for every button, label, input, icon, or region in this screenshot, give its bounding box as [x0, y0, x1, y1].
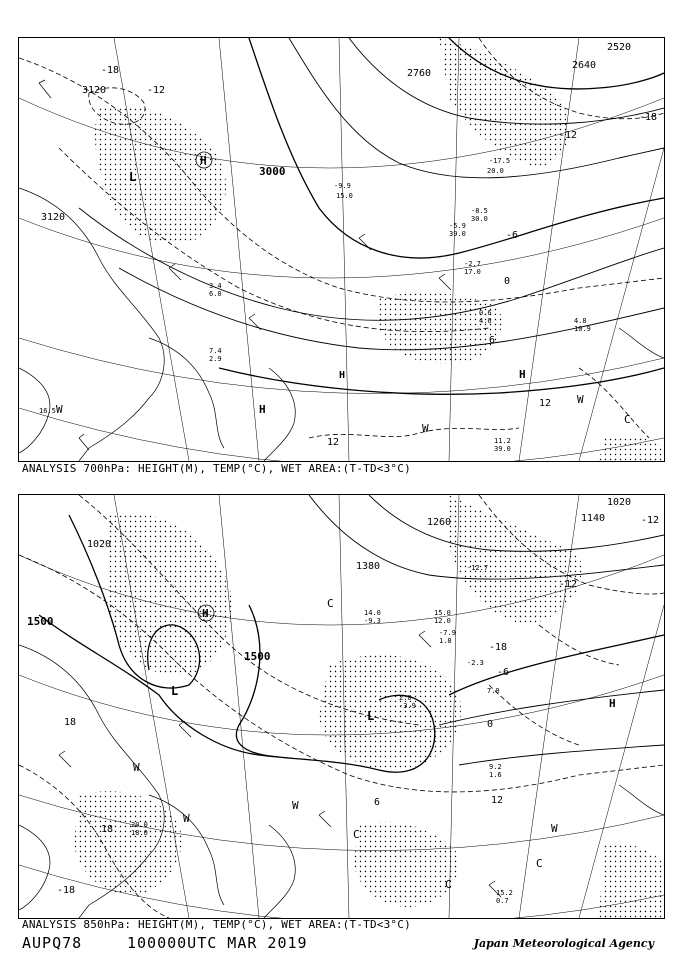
- caption-700hpa: ANALYSIS 700hPa: HEIGHT(M), TEMP(°C), WET AREA:(T-TD<3°C): [22, 462, 411, 475]
- isotherm-label: 6: [489, 335, 496, 346]
- high-center-label: H: [609, 697, 616, 710]
- station-value: 39.0: [494, 445, 511, 453]
- station-value: 9.2: [489, 763, 502, 771]
- station-value: 20.0: [487, 167, 504, 175]
- station-value: 1.6: [489, 771, 502, 779]
- warm-center-label: W: [292, 799, 299, 812]
- high-center-label: H: [259, 403, 266, 416]
- contour-label: 3120: [41, 212, 66, 223]
- station-value: 39.0: [449, 230, 466, 238]
- station-value: -2.3: [467, 659, 484, 667]
- station-value: 17.0: [464, 268, 481, 276]
- warm-center-label: W: [56, 403, 63, 416]
- contour-label: 3120: [82, 85, 107, 96]
- high-center-label: H: [339, 370, 346, 381]
- isotherm-label: -18: [57, 885, 76, 896]
- isotherm-label: 0: [504, 276, 511, 287]
- product-id: AUPQ78: [22, 934, 83, 952]
- station-value: 3.4: [209, 282, 222, 290]
- low-center-label: L: [367, 709, 375, 723]
- low-center-label: L: [129, 170, 137, 184]
- isotherm-label: 12: [491, 795, 504, 806]
- caption-850hpa: ANALYSIS 850hPa: HEIGHT(M), TEMP(°C), WET AREA:(T-TD<3°C): [22, 918, 411, 931]
- isotherm-label: -6: [506, 230, 519, 241]
- high-center-label: H: [200, 154, 207, 167]
- cold-center-label: C: [353, 828, 360, 841]
- low-center-label: L: [171, 684, 179, 698]
- station-value: 16.5: [39, 407, 56, 415]
- station-value: 20.0: [131, 821, 148, 829]
- contour-label: 1380: [356, 561, 381, 572]
- station-value: -17.5: [489, 157, 511, 165]
- station-value: 15.0: [336, 192, 353, 200]
- agency-name: Japan Meteorological Agency: [473, 937, 654, 950]
- isotherm-label: -18: [101, 65, 120, 76]
- contour-label: 1500: [244, 650, 271, 663]
- station-value: 14.0: [364, 609, 381, 617]
- contour-label: 2640: [572, 60, 597, 71]
- station-value: -9.9: [334, 182, 351, 190]
- station-value: 6.0: [209, 290, 222, 298]
- station-value: 0.7: [496, 897, 509, 905]
- contour-label: 1020: [607, 497, 632, 508]
- station-value: -2.7: [464, 260, 481, 268]
- station-value: -5.9: [449, 222, 466, 230]
- warm-center-label: W: [551, 822, 558, 835]
- station-value: 15.2: [496, 889, 513, 897]
- high-center-label: H: [202, 607, 209, 620]
- station-value: 2.0: [399, 694, 412, 702]
- contour-label: 2760: [407, 68, 432, 79]
- map-panel-700hpa: [18, 37, 665, 462]
- map-850hpa-svg: [19, 495, 664, 918]
- isotherm-label: -18: [639, 112, 658, 123]
- station-value: 0.6: [479, 309, 492, 317]
- valid-time: 100000UTC MAR 2019: [127, 934, 308, 952]
- isotherm-label: -12: [559, 579, 578, 590]
- graticule: [19, 38, 664, 461]
- station-value: 4.6: [479, 317, 492, 325]
- isotherm-label: -12: [559, 130, 578, 141]
- station-value: -7.9: [439, 629, 456, 637]
- station-value: -12.7: [467, 564, 489, 572]
- cold-center-label: C: [624, 413, 631, 426]
- cold-center-label: C: [445, 878, 452, 891]
- station-value: 2.9: [209, 355, 222, 363]
- isotherm-label: 18: [101, 824, 114, 835]
- isotherm-label: 18: [64, 717, 77, 728]
- cold-center-label: C: [327, 597, 334, 610]
- warm-center-label: W: [133, 761, 140, 774]
- station-value: 7.4: [209, 347, 222, 355]
- warm-center-label: W: [183, 812, 190, 825]
- isotherm-label: 6: [374, 797, 381, 808]
- cold-center-label: C: [536, 857, 543, 870]
- station-value: 7.0: [487, 687, 500, 695]
- high-center-label: H: [519, 368, 526, 381]
- station-value: 4.8: [574, 317, 587, 325]
- wet-area: [74, 495, 664, 918]
- contour-label: 2520: [607, 42, 632, 53]
- station-value: -9.3: [364, 617, 381, 625]
- isotherm-label: 12: [539, 398, 552, 409]
- station-value: 12.0: [434, 617, 451, 625]
- isotherm-label: -12: [147, 85, 166, 96]
- station-value: 30.0: [471, 215, 488, 223]
- station-value: 15.0: [434, 609, 451, 617]
- contour-label: 1140: [581, 513, 606, 524]
- station-value: 1.8: [439, 637, 452, 645]
- map-labels: [39, 42, 657, 453]
- map-700hpa-svg: [19, 38, 664, 461]
- map-panel-850hpa: [18, 494, 665, 919]
- station-value: 10.9: [574, 325, 591, 333]
- contour-label: 3000: [259, 165, 286, 178]
- contour-label: 1260: [427, 517, 452, 528]
- station-value: -8.5: [471, 207, 488, 215]
- station-value: 11.2: [494, 437, 511, 445]
- contour-label: 1500: [27, 615, 54, 628]
- warm-center-label: W: [422, 422, 429, 435]
- isotherm-label: -18: [489, 642, 508, 653]
- contour-label: 1020: [87, 539, 112, 550]
- warm-center-label: W: [577, 393, 584, 406]
- isotherm-label: -12: [641, 515, 660, 526]
- coastline: [19, 188, 664, 461]
- isotherm-label: -6: [497, 667, 510, 678]
- station-value: 18.0: [131, 829, 148, 837]
- station-value: -3.9: [399, 702, 416, 710]
- isotherm-label: 0: [487, 719, 494, 730]
- isotherm-label: 12: [327, 437, 340, 448]
